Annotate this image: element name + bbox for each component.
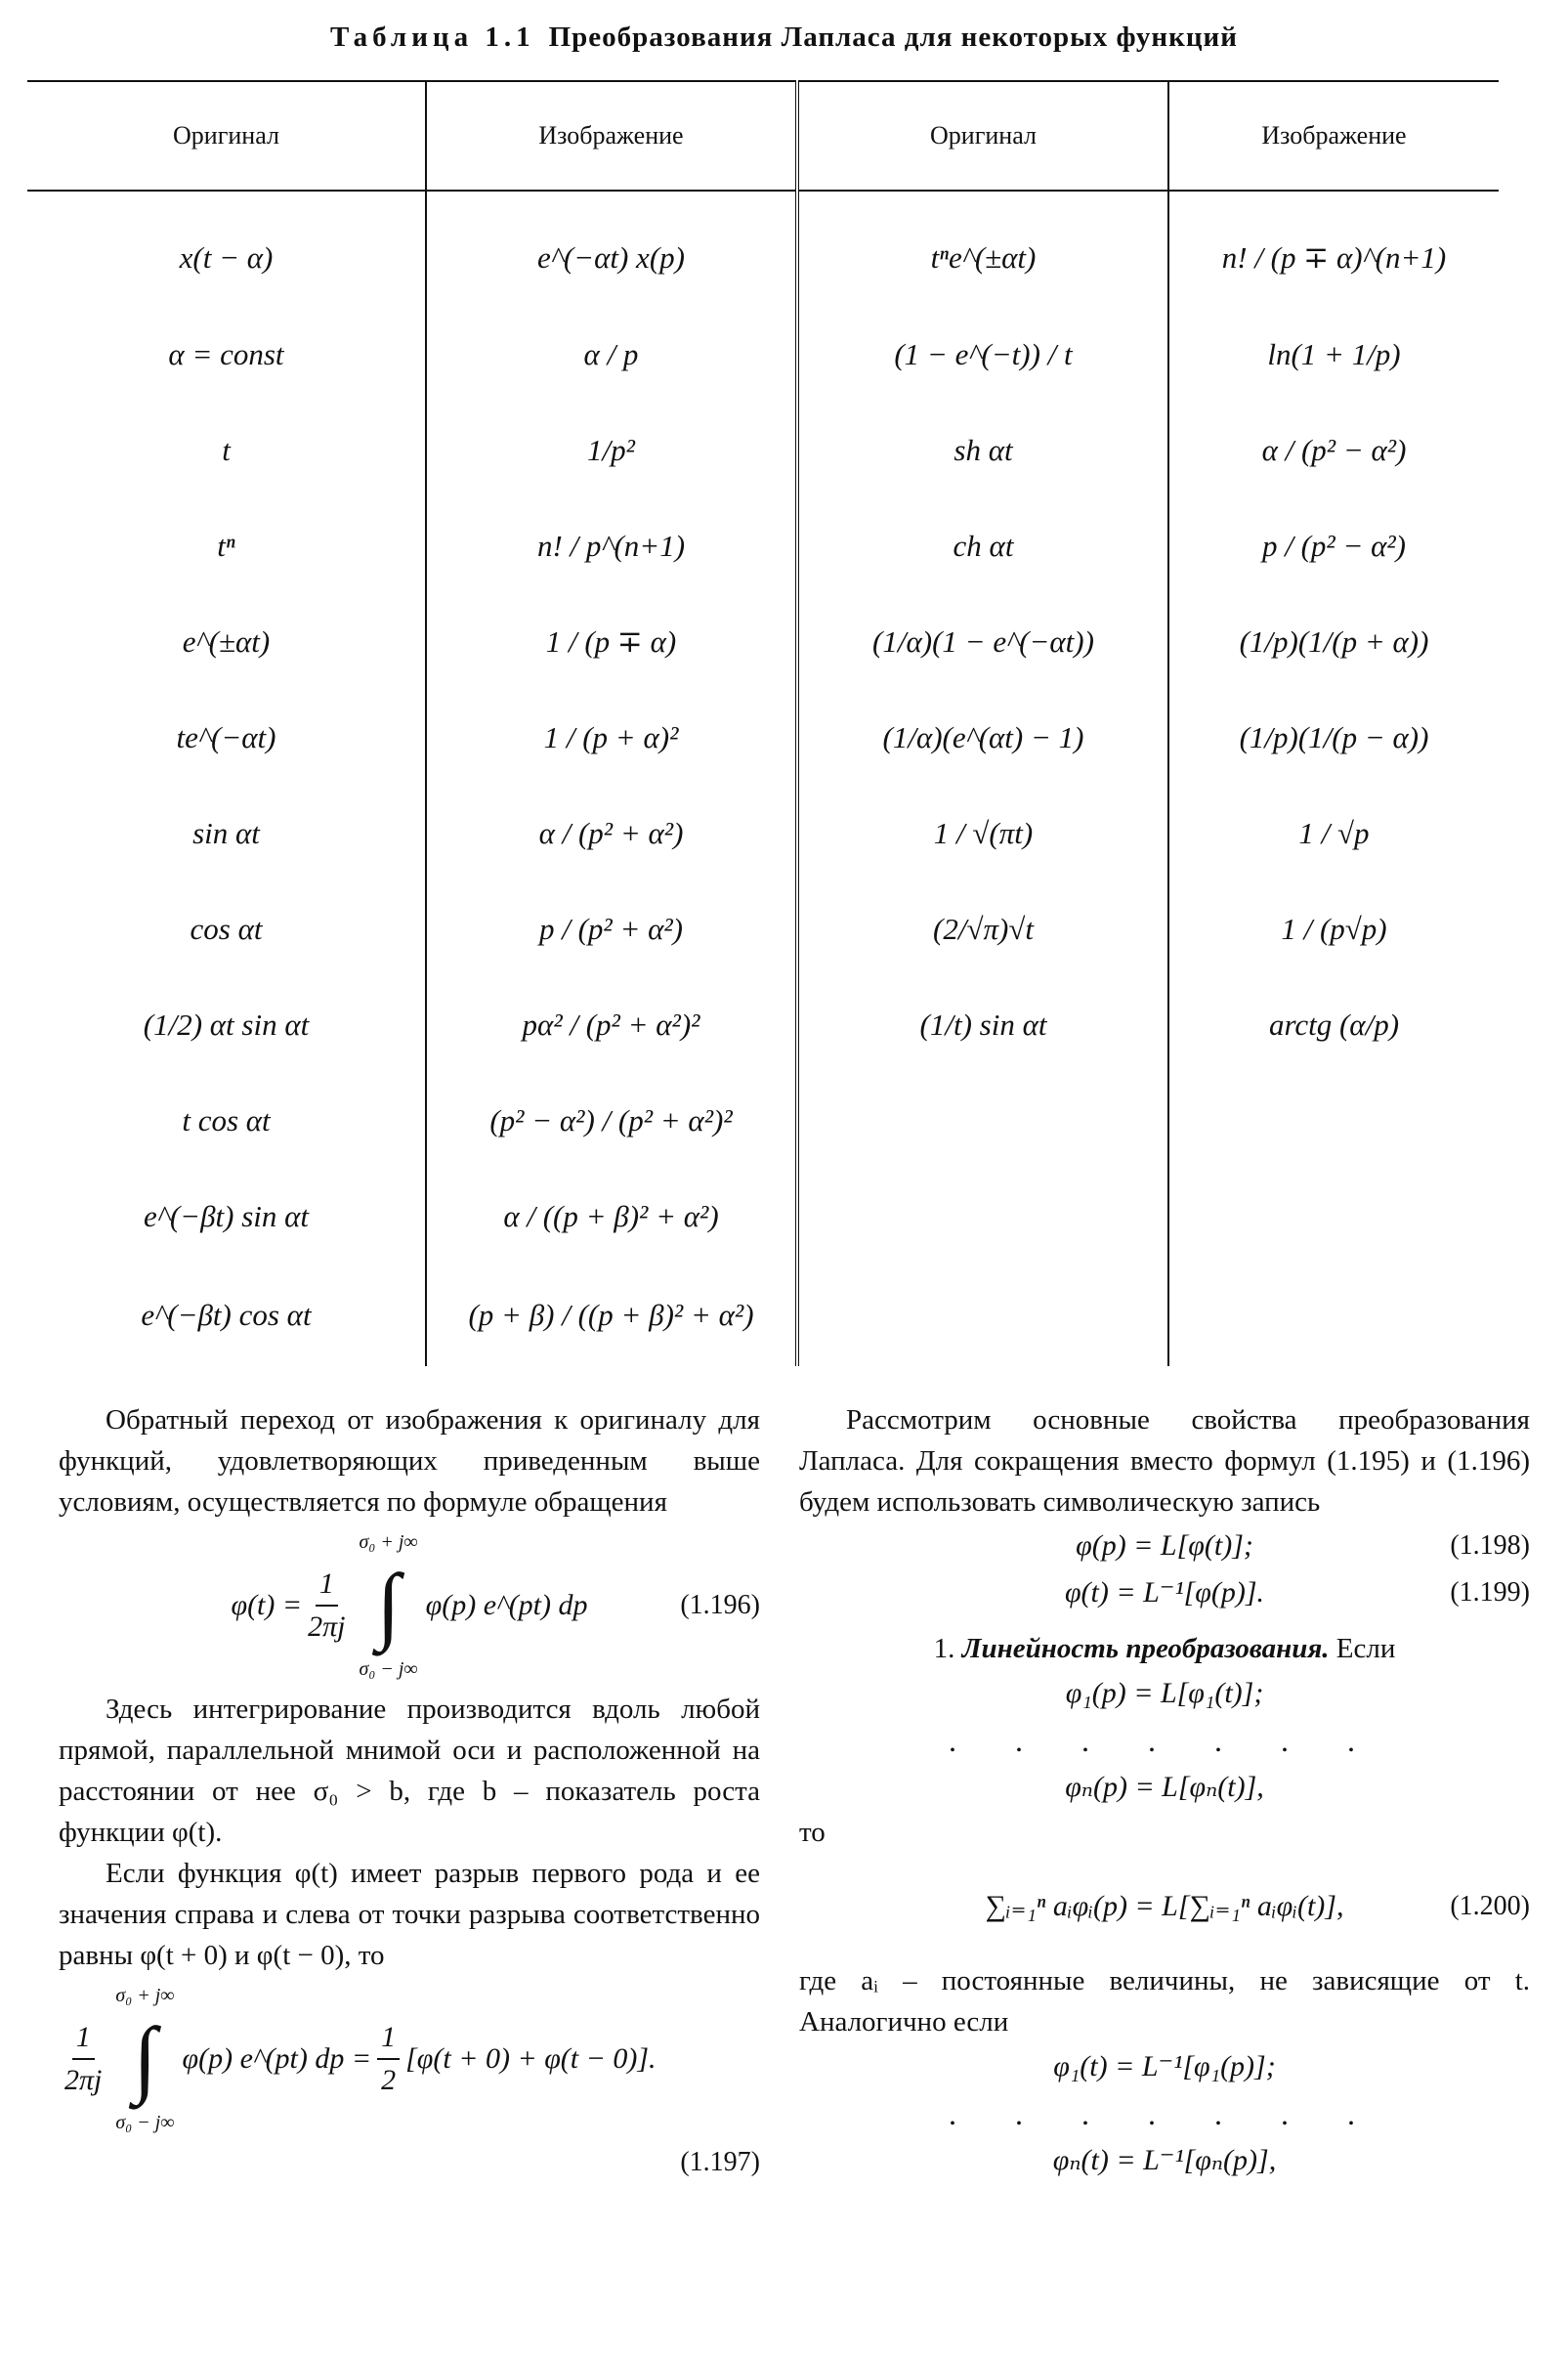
right-column	[799, 1399, 1530, 2185]
table-cell: sh αt	[797, 403, 1168, 498]
fraction-numerator: 1	[72, 2017, 95, 2060]
table-cell: e^(−βt) sin αt	[143, 1199, 310, 1233]
table-row	[27, 1265, 1499, 1366]
formula-rhs: φ(p) e^(pt) dp	[425, 1589, 588, 1621]
table-cell: α / ((p + β)² + α²)	[426, 1169, 797, 1265]
table-cell: (1 − e^(−t)) / t	[797, 307, 1168, 403]
header-image-2: Изображение	[1168, 81, 1499, 191]
equation-number: (1.199)	[1450, 1577, 1530, 1608]
table-cell: (p² − α²) / (p² + α²)²	[426, 1073, 797, 1169]
table-cell: α = const	[168, 337, 284, 371]
integral-sign: ∫	[376, 1558, 401, 1652]
table-cell: te^(−αt)	[176, 720, 276, 754]
table-cell: 1 / (p ∓ α)	[426, 594, 797, 690]
item-tail: Если	[1335, 1633, 1396, 1664]
formula-inverse-n: φₙ(t) = L⁻¹[φₙ(p)],	[1052, 2144, 1277, 2176]
fraction	[64, 2017, 102, 2101]
table-cell	[797, 1169, 1168, 1265]
formula-phin: φₙ(p) = L[φₙ(t)],	[1065, 1771, 1264, 1803]
formula-1-198	[799, 1523, 1530, 1569]
formula-1-197	[59, 1976, 760, 2142]
formula-middle: φ(p) e^(pt) dp =	[182, 2042, 372, 2075]
formula-1-196	[59, 1523, 760, 1689]
paragraph: где aᵢ – постоянные величины, не зависящие от t. Аналогично если	[799, 1965, 1530, 2038]
table-cell: n! / p^(n+1)	[426, 498, 797, 594]
integral-sign: ∫	[133, 2011, 157, 2106]
table-cell: (1/α)(1 − e^(−αt))	[797, 594, 1168, 690]
formula-phi1: φ₁(p) = L[φ₁(t)];	[1065, 1677, 1264, 1709]
table-cell: cos αt	[190, 912, 263, 946]
ellipsis-row: . . . . . . .	[949, 2096, 1380, 2131]
formula-text: φ(p) = L[φ(t)];	[1076, 1529, 1253, 1562]
table-cell: (1/p)(1/(p − α))	[1168, 690, 1499, 786]
fraction-denominator: 2πj	[308, 1610, 346, 1643]
table-row	[27, 403, 1499, 498]
formula-text: ∑ᵢ₌₁ⁿ aᵢφᵢ(p) = L[∑ᵢ₌₁ⁿ aᵢφᵢ(t)],	[985, 1890, 1344, 1922]
formula-lhs: φ(t) =	[231, 1589, 303, 1621]
caption-label: Таблица 1.1	[330, 21, 535, 53]
word-to: то	[799, 1817, 826, 1848]
table-row	[27, 594, 1499, 690]
item-title: Линейность преобразования.	[961, 1633, 1330, 1664]
table-cell: α / p	[426, 307, 797, 403]
integral-lower-limit: σ₀ − j∞	[359, 1658, 418, 1680]
header-original-1: Оригинал	[27, 81, 426, 191]
table-cell: p / (p² − α²)	[1168, 498, 1499, 594]
header-image-1: Изображение	[426, 81, 797, 191]
table-cell: 1 / √p	[1168, 786, 1499, 881]
integral	[115, 1975, 174, 2143]
integral	[360, 1522, 418, 1690]
equation-number: (1.197)	[680, 2147, 760, 2177]
paragraph: Здесь интегрирование производится вдоль любой прямой, параллельной мнимой оси и расположенной на расстоянии от нее σ₀ > b, где b – показатель роста функции φ(t).	[59, 1694, 760, 1848]
table-cell: 1 / √(πt)	[797, 786, 1168, 881]
table-row	[27, 1073, 1499, 1169]
table-cell	[797, 1265, 1168, 1366]
integral-upper-limit: σ₀ + j∞	[359, 1531, 418, 1553]
table-cell: 1 / (p + α)²	[426, 690, 797, 786]
equation-number: (1.196)	[680, 1590, 760, 1620]
table-cell: arctg (α/p)	[1168, 977, 1499, 1073]
table-row	[27, 786, 1499, 881]
table-cell: n! / (p ∓ α)^(n+1)	[1168, 191, 1499, 307]
table-cell: x(t − α)	[179, 240, 274, 275]
table-row	[27, 307, 1499, 403]
list-item-linearity	[799, 1628, 1530, 1669]
laplace-table	[27, 80, 1499, 1366]
table-cell: (p + β) / ((p + β)² + α²)	[426, 1265, 797, 1366]
table-caption	[0, 21, 1568, 54]
table-cell: α / (p² + α²)	[426, 786, 797, 881]
table-cell: t	[222, 433, 231, 467]
table-cell: (2/√π)√t	[797, 881, 1168, 977]
table-cell: e^(−βt) cos αt	[141, 1298, 312, 1332]
paragraph: Рассмотрим основные свойства преобразования Лапласа. Для сокращения вместо формул (1.195) и (1.196) будем использовать символическую запись	[799, 1404, 1530, 1518]
table-row	[27, 498, 1499, 594]
table-cell: (1/2) αt sin αt	[143, 1008, 310, 1042]
table-cell: α / (p² − α²)	[1168, 403, 1499, 498]
table-cell: (1/p)(1/(p + α))	[1168, 594, 1499, 690]
table-row	[27, 1169, 1499, 1265]
table-cell: 1 / (p√p)	[1168, 881, 1499, 977]
table-cell: tⁿ	[217, 529, 235, 563]
paragraph: Обратный переход от изображения к оригиналу для функций, удовлетворяющих приведенным выше условиям, осуществляется по формуле обращения	[59, 1404, 760, 1518]
fraction-numerator: 1	[316, 1564, 338, 1607]
integral-upper-limit: σ₀ + j∞	[115, 1985, 175, 2006]
formula-inverse-1: φ₁(t) = L⁻¹[φ₁(p)];	[1053, 2050, 1276, 2082]
table-cell	[1168, 1265, 1499, 1366]
paragraph: Если функция φ(t) имеет разрыв первого рода и ее значения справа и слева от точки разрыва соответственно равны φ(t + 0) и φ(t − 0), то	[59, 1858, 760, 1971]
equation-number: (1.200)	[1450, 1891, 1530, 1921]
header-original-2: Оригинал	[797, 81, 1168, 191]
equation-number: (1.198)	[1450, 1530, 1530, 1561]
item-number: 1.	[933, 1633, 955, 1664]
formula-1-200	[799, 1853, 1530, 1960]
fraction-numerator: 1	[377, 2017, 400, 2060]
table-header-row	[27, 81, 1499, 191]
table-cell: pα² / (p² + α²)²	[426, 977, 797, 1073]
table-cell: e^(−αt) x(p)	[426, 191, 797, 307]
table-row	[27, 977, 1499, 1073]
table-cell: (1/α)(e^(αt) − 1)	[797, 690, 1168, 786]
table-cell: e^(±αt)	[182, 624, 271, 659]
table-cell	[797, 1073, 1168, 1169]
table-row	[27, 881, 1499, 977]
table-cell: ch αt	[797, 498, 1168, 594]
left-column	[59, 1399, 760, 2183]
formula-tail: [φ(t + 0) + φ(t − 0)].	[405, 2042, 657, 2075]
ellipsis-row: . . . . . . .	[949, 1723, 1380, 1758]
table-cell	[1168, 1073, 1499, 1169]
table-cell	[1168, 1169, 1499, 1265]
table-cell: sin αt	[192, 816, 260, 850]
fraction-denominator: 2πj	[64, 2064, 103, 2096]
formula-text: φ(t) = L⁻¹[φ(p)].	[1064, 1576, 1265, 1609]
formula-1-199	[799, 1569, 1530, 1616]
table-row	[27, 690, 1499, 786]
table-row	[27, 191, 1499, 307]
fraction	[377, 2017, 400, 2101]
fraction-denominator: 2	[381, 2064, 397, 2096]
integral-lower-limit: σ₀ − j∞	[115, 2112, 175, 2133]
table-cell: tⁿe^(±αt)	[797, 191, 1168, 307]
table-cell: p / (p² + α²)	[426, 881, 797, 977]
table-cell: (1/t) sin αt	[797, 977, 1168, 1073]
fraction	[308, 1564, 345, 1648]
table-cell: 1/p²	[426, 403, 797, 498]
table-cell: ln(1 + 1/p)	[1168, 307, 1499, 403]
table-cell: t cos αt	[182, 1103, 271, 1137]
caption-title: Преобразования Лапласа для некоторых функций	[548, 21, 1238, 53]
